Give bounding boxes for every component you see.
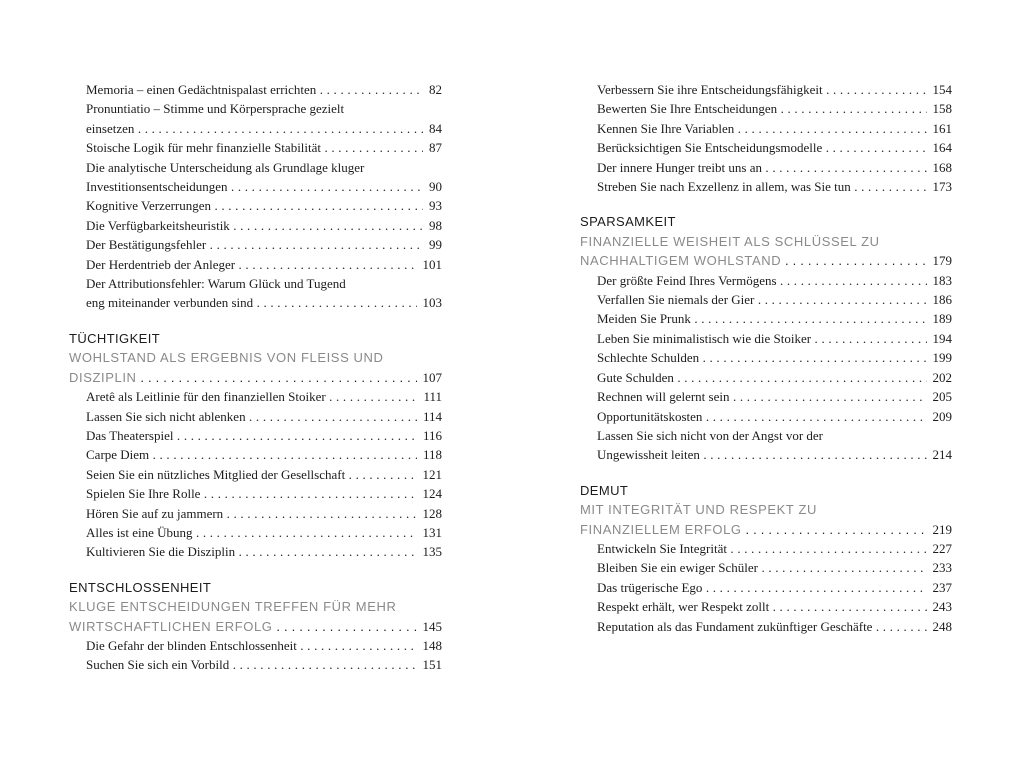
toc-entry-page-number: 121 [422,466,442,482]
left-page-toc [69,80,442,675]
toc-entry-title: Schlechte Schulden . . . [597,348,927,367]
toc-entry [86,216,442,235]
toc-entry-title-line: Die analytische Unterscheidung als Grundlage kluger [86,159,365,175]
toc-entry [86,445,442,464]
toc-entry-title: Stoische Logik für mehr finanzielle Stabilität . . . [86,138,423,157]
toc-entry-page-number: 116 [422,427,442,443]
toc-entry-page-number: 168 [932,159,952,175]
toc-entry-title: Bewerten Sie Ihre Entscheidungen . . . [597,99,927,118]
toc-entry-title: Memoria – einen Gedächtnispalast errichten . . . [86,80,423,99]
toc-entry [597,158,952,177]
toc-entry [86,407,442,426]
toc-entry-title: Der innere Hunger treibt uns an . . . [597,158,927,177]
toc-entry-title: Der Herdentrieb der Anleger . . . [86,255,417,274]
toc-entry [86,655,442,674]
toc-entry-title: einsetzen . . . [86,119,423,138]
toc-entry-title: Der Bestätigungsfehler . . . [86,235,423,254]
toc-entry-title: Investitionsentscheidungen . . . [86,177,423,196]
toc-entry [86,138,442,157]
toc-entry [86,293,442,312]
toc-entry-title: Der größte Feind Ihres Vermögens . . . [597,271,927,290]
toc-entry-title-line: Lassen Sie sich nicht von der Angst vor der [597,427,824,443]
section-page-number: 107 [422,369,442,385]
toc-entry-page-number: 128 [422,505,442,521]
toc-entry-title: Alles ist eine Übung . . . [86,523,417,542]
toc-entry [86,465,442,484]
toc-entry [597,80,952,99]
toc-entry-title: Ungewissheit leiten . . . [597,445,927,464]
toc-entry [597,348,952,367]
toc-entry-title: Aretê als Leitlinie für den finanziellen Stoiker . . . [86,387,417,406]
toc-entry-page-number: 84 [429,120,442,136]
toc-entry [597,290,952,309]
toc-entry [597,539,952,558]
toc-entry-page-number: 111 [423,389,442,405]
toc-entry-page-number: 103 [422,295,442,311]
toc-entry [86,235,442,254]
toc-entry-title: Seien Sie ein nützliches Mitglied der Gesellschaft . . . [86,465,417,484]
toc-entry [86,387,442,406]
toc-entry-title: Kognitive Verzerrungen . . . [86,196,423,215]
toc-entry-title: eng miteinander verbunden sind . . . [86,293,417,312]
toc-entry [86,484,442,503]
toc-entry-title: Leben Sie minimalistisch wie die Stoiker . . . [597,329,927,348]
toc-entry [86,177,442,196]
section-subtitle-row [580,520,952,539]
section-subtitle-line: DISZIPLIN . . . [69,368,417,387]
toc-entry-title: Reputation als das Fundament zukünftiger Geschäfte . . . [597,617,927,636]
toc-entry [597,407,952,426]
toc-entry-title-line: Der Attributionsfehler: Warum Glück und Tugend [86,276,346,292]
toc-entry-page-number: 93 [429,198,442,214]
toc-entry-title: Kennen Sie Ihre Variablen . . . [597,119,927,138]
toc-entry-page-number: 161 [932,120,952,136]
toc-entry-page-number: 90 [429,179,442,195]
toc-entry-title: Berücksichtigen Sie Entscheidungsmodelle . . . [597,138,927,157]
toc-entry-page-number: 189 [932,311,952,327]
toc-section [69,329,442,562]
toc-entry-page-number: 98 [429,217,442,233]
toc-entry-title: Das Theaterspiel . . . [86,426,417,445]
right-page-toc [580,80,952,636]
toc-entry [597,119,952,138]
toc-entry-title: Suchen Sie sich ein Vorbild . . . [86,655,417,674]
toc-entry [597,387,952,406]
toc-entry-title: Carpe Diem . . . [86,445,417,464]
toc-entry [86,636,442,655]
toc-entry-title: Die Gefahr der blinden Entschlossenheit . . . [86,636,417,655]
toc-entry-page-number: 124 [422,486,442,502]
toc-entry-page-number: 131 [422,524,442,540]
toc-entry-page-number: 194 [932,330,952,346]
section-subtitle-row [69,617,442,636]
toc-entry-title: Hören Sie auf zu jammern . . . [86,504,417,523]
toc-entry-page-number: 101 [422,256,442,272]
section-title: ENTSCHLOSSENHEIT [69,579,212,595]
toc-entry-page-number: 243 [932,599,952,615]
toc-entry-title: Spielen Sie Ihre Rolle . . . [86,484,417,503]
toc-entry [597,138,952,157]
toc-entry [597,558,952,577]
toc-entry [597,99,952,118]
toc-entry-title: Respekt erhält, wer Respekt zollt . . . [597,597,927,616]
toc-entry-page-number: 205 [932,389,952,405]
toc-entry-page-number: 151 [422,657,442,673]
toc-entry-title: Bleiben Sie ein ewiger Schüler . . . [597,558,927,577]
toc-entry [597,445,952,464]
toc-entry [86,255,442,274]
toc-entry-page-number: 248 [932,618,952,634]
toc-section [580,212,952,464]
toc-entry [597,597,952,616]
toc-entry-page-number: 135 [422,544,442,560]
toc-entry-page-number: 209 [932,408,952,424]
toc-entry [597,271,952,290]
toc-entry-page-number: 154 [932,82,952,97]
toc-entry [86,523,442,542]
toc-entry-page-number: 118 [422,447,442,463]
toc-entry-page-number: 99 [429,237,442,253]
toc-entry [597,368,952,387]
section-title: SPARSAMKEIT [580,214,676,230]
toc-entry-title: Verbessern Sie ihre Entscheidungsfähigkeit . . . [597,80,927,99]
toc-entry-page-number: 82 [429,82,442,97]
toc-entry-page-number: 164 [932,140,952,156]
section-page-number: 179 [932,253,952,269]
toc-entry-title: Entwickeln Sie Integrität . . . [597,539,927,558]
section-subtitle-line: MIT INTEGRITÄT UND RESPEKT ZU [580,502,817,518]
section-subtitle-line: KLUGE ENTSCHEIDUNGEN TREFFEN FÜR MEHR [69,599,397,615]
toc-entry-page-number: 214 [932,447,952,463]
section-subtitle-line: WIRTSCHAFTLICHEN ERFOLG . . . [69,617,417,636]
toc-entry-title: Meiden Sie Prunk . . . [597,309,927,328]
toc-entry-page-number: 183 [932,272,952,288]
toc-entry-title: Das trügerische Ego . . . [597,578,927,597]
section-subtitle-line: FINANZIELLE WEISHEIT ALS SCHLÜSSEL ZU [580,233,880,249]
toc-entry-title-line: Pronuntiatio – Stimme und Körpersprache gezielt [86,101,345,117]
toc-entry-title: Rechnen will gelernt sein . . . [597,387,927,406]
section-subtitle-row [580,251,952,270]
section-title: TÜCHTIGKEIT [69,330,161,346]
toc-entry-page-number: 237 [932,579,952,595]
toc-entry [86,542,442,561]
toc-entry [597,617,952,636]
toc-entry-page-number: 233 [932,560,952,576]
toc-entry [86,426,442,445]
toc-section [69,578,442,675]
section-title: DEMUT [580,482,629,498]
toc-entry-page-number: 158 [932,101,952,117]
toc-entry [597,309,952,328]
toc-entry-title: Streben Sie nach Exzellenz in allem, was Sie tun . . . [597,177,927,196]
toc-entry-title: Kultivieren Sie die Disziplin . . . [86,542,417,561]
toc-entry-page-number: 199 [932,350,952,366]
toc-entry [86,80,442,99]
section-page-number: 145 [422,618,442,634]
toc-entry [86,504,442,523]
toc-entry-page-number: 114 [422,408,442,424]
toc-entry [597,578,952,597]
toc-entry-page-number: 186 [932,292,952,308]
toc-entry-title: Die Verfügbarkeitsheuristik . . . [86,216,423,235]
toc-entry-page-number: 148 [422,637,442,653]
toc-entry-title: Opportunitätskosten . . . [597,407,927,426]
toc-entry [597,329,952,348]
toc-entry [597,177,952,196]
section-subtitle-line: NACHHALTIGEM WOHLSTAND . . . [580,251,927,270]
toc-entry-title: Gute Schulden . . . [597,368,927,387]
section-subtitle-line: FINANZIELLEM ERFOLG . . . [580,520,927,539]
toc-entry-page-number: 227 [932,540,952,556]
section-subtitle-row [69,368,442,387]
toc-entry-page-number: 202 [932,369,952,385]
section-page-number: 219 [932,521,952,537]
toc-entry-page-number: 87 [429,140,442,156]
section-subtitle-line: WOHLSTAND ALS ERGEBNIS VON FLEISS UND [69,350,384,366]
toc-entry-page-number: 173 [932,179,952,195]
toc-entry-title: Verfallen Sie niemals der Gier . . . [597,290,927,309]
toc-entry [86,119,442,138]
toc-entry [86,196,442,215]
toc-section [580,481,952,636]
toc-entry-title: Lassen Sie sich nicht ablenken . . . [86,407,417,426]
